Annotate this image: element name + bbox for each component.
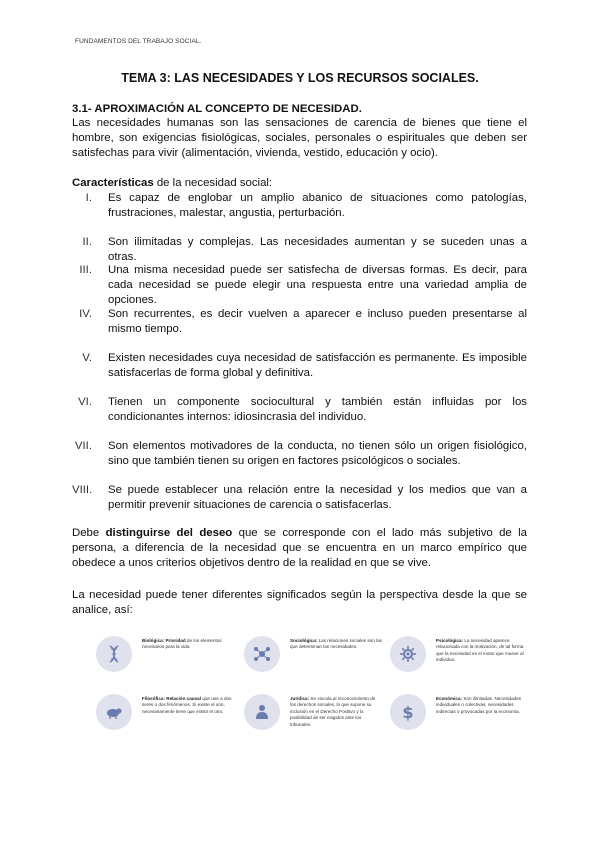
list-number: VII. — [74, 440, 92, 452]
desire-bold: distinguirse del deseo — [105, 527, 233, 539]
card-bold: Psicológica: — [436, 638, 464, 643]
desire-post: que se corresponde con el lado más subjetivo de la persona, a diferencia de la necesidad que se encuentra en un marco empírico que obedece a unos criterios objetivos dentro de la realidad en que se vive. — [72, 527, 527, 570]
section-heading: 3.1- APROXIMACIÓN AL CONCEPTO DE NECESIDAD. — [72, 103, 362, 115]
card-body: que une a dos seres o dos fenómenos. Si existe el uno, necesariamente tiene que existir el otro. — [142, 696, 232, 714]
list-text: Son recurrentes, es decir vuelven a aparecer e incluso pueden presentarse al mismo tiempo. — [108, 308, 527, 336]
characteristics-rest: de la necesidad social: — [153, 177, 273, 189]
card-bold: Sociológica: — [290, 638, 318, 643]
list-number: VIII. — [72, 484, 93, 496]
card-sociological — [244, 636, 384, 686]
list-number: I. — [85, 192, 92, 204]
card-body: La necesidad aparece relacionada con la motivación, de tal forma que la necesidad es el motor que mueve al individuo. — [436, 638, 524, 663]
perspective-paragraph: La necesidad puede tener diferentes significados según la perspectiva desde la que se analice, así: — [72, 589, 527, 617]
sheep-icon — [96, 694, 132, 730]
list-text: Son ilimitadas y complejas. Las necesidades aumentan y se suceden unas a otras. — [108, 236, 527, 264]
list-text: Es capaz de englobar un amplio abanico de situaciones como patologías, frustraciones, malestar, angustia, perturbación. — [108, 192, 527, 220]
card-bold: Jurídica: — [290, 696, 310, 701]
card-text — [142, 638, 234, 651]
list-number: VI. — [78, 396, 92, 408]
card-legal — [244, 694, 384, 744]
network-icon — [244, 636, 280, 672]
intro-paragraph: Las necesidades humanas son las sensaciones de carencia de bienes que tiene el hombre, son exigencias fisiológicas, sociales, personales o espirituales que deben ser satisfechas para vivir (alimentación, vivienda, vestido, educación y ocio). — [72, 117, 527, 160]
card-body: Son ilimitadas. Necesidades individuales o colectivas, necesidades indirectas o provocadas por la economía. — [436, 696, 522, 714]
characteristics-bold: Características — [72, 177, 154, 189]
card-economic — [390, 694, 530, 744]
dna-icon — [96, 636, 132, 672]
person-scales-icon — [244, 694, 280, 730]
card-text — [290, 696, 382, 728]
list-text: Existen necesidades cuya necesidad de satisfacción es permanente. Es imposible satisfacerlas de forma global y definitiva. — [108, 352, 527, 380]
running-header: FUNDAMENTOS DEL TRABAJO SOCIAL. — [75, 38, 202, 45]
card-bold: Económica: — [436, 696, 463, 701]
desire-pre: Debe — [72, 527, 106, 539]
card-body: Se vincula al reconocimiento de los derechos sociales, lo que supone su inclusión en el Derecho Positivo y la posibilidad de ser exigidos ante los tribunales. — [290, 696, 376, 727]
card-philosophical — [96, 694, 236, 744]
card-bold: Biológica: Prioridad — [142, 638, 186, 643]
list-text: Tienen un componente sociocultural y también están influidas por los condicionantes internos: idiosincrasia del individuo. — [108, 396, 527, 424]
card-body: Las relaciones sociales son las que determinan las necesidades. — [290, 638, 382, 650]
list-number: IV. — [79, 308, 92, 320]
list-number: V. — [82, 352, 92, 364]
card-text — [436, 638, 528, 664]
list-text: Son elementos motivadores de la conducta, no tienen sólo un origen fisiológico, sino que también tienen su origen en factores psicológicos o sociales. — [108, 440, 527, 468]
card-text — [436, 696, 528, 715]
page-title: TEMA 3: LAS NECESIDADES Y LOS RECURSOS SOCIALES. — [121, 71, 479, 85]
brain-gear-icon — [390, 636, 426, 672]
card-body: de los elementos necesarios para la vida. — [142, 638, 222, 650]
dollar-icon — [390, 694, 426, 730]
card-text — [290, 638, 382, 651]
card-psychological — [390, 636, 530, 686]
list-text: Una misma necesidad puede ser satisfecha de diversas formas. Es decir, para cada necesidad se puede elegir una respuesta entre una variedad amplia de opciones. — [108, 264, 527, 307]
desire-paragraph — [72, 526, 527, 572]
list-number: II. — [82, 236, 92, 248]
perspectives-infographic — [92, 628, 532, 758]
characteristics-heading — [72, 177, 272, 189]
svg-text:$: $ — [402, 703, 414, 722]
card-text — [142, 696, 234, 715]
list-text: Se puede establecer una relación entre la necesidad y los medios que van a permitir prevenir situaciones de carencia o satisfacerlas. — [108, 484, 527, 512]
card-bold: Filosófica: Relación causal — [142, 696, 201, 701]
list-number: III. — [79, 264, 92, 276]
card-biological — [96, 636, 236, 686]
